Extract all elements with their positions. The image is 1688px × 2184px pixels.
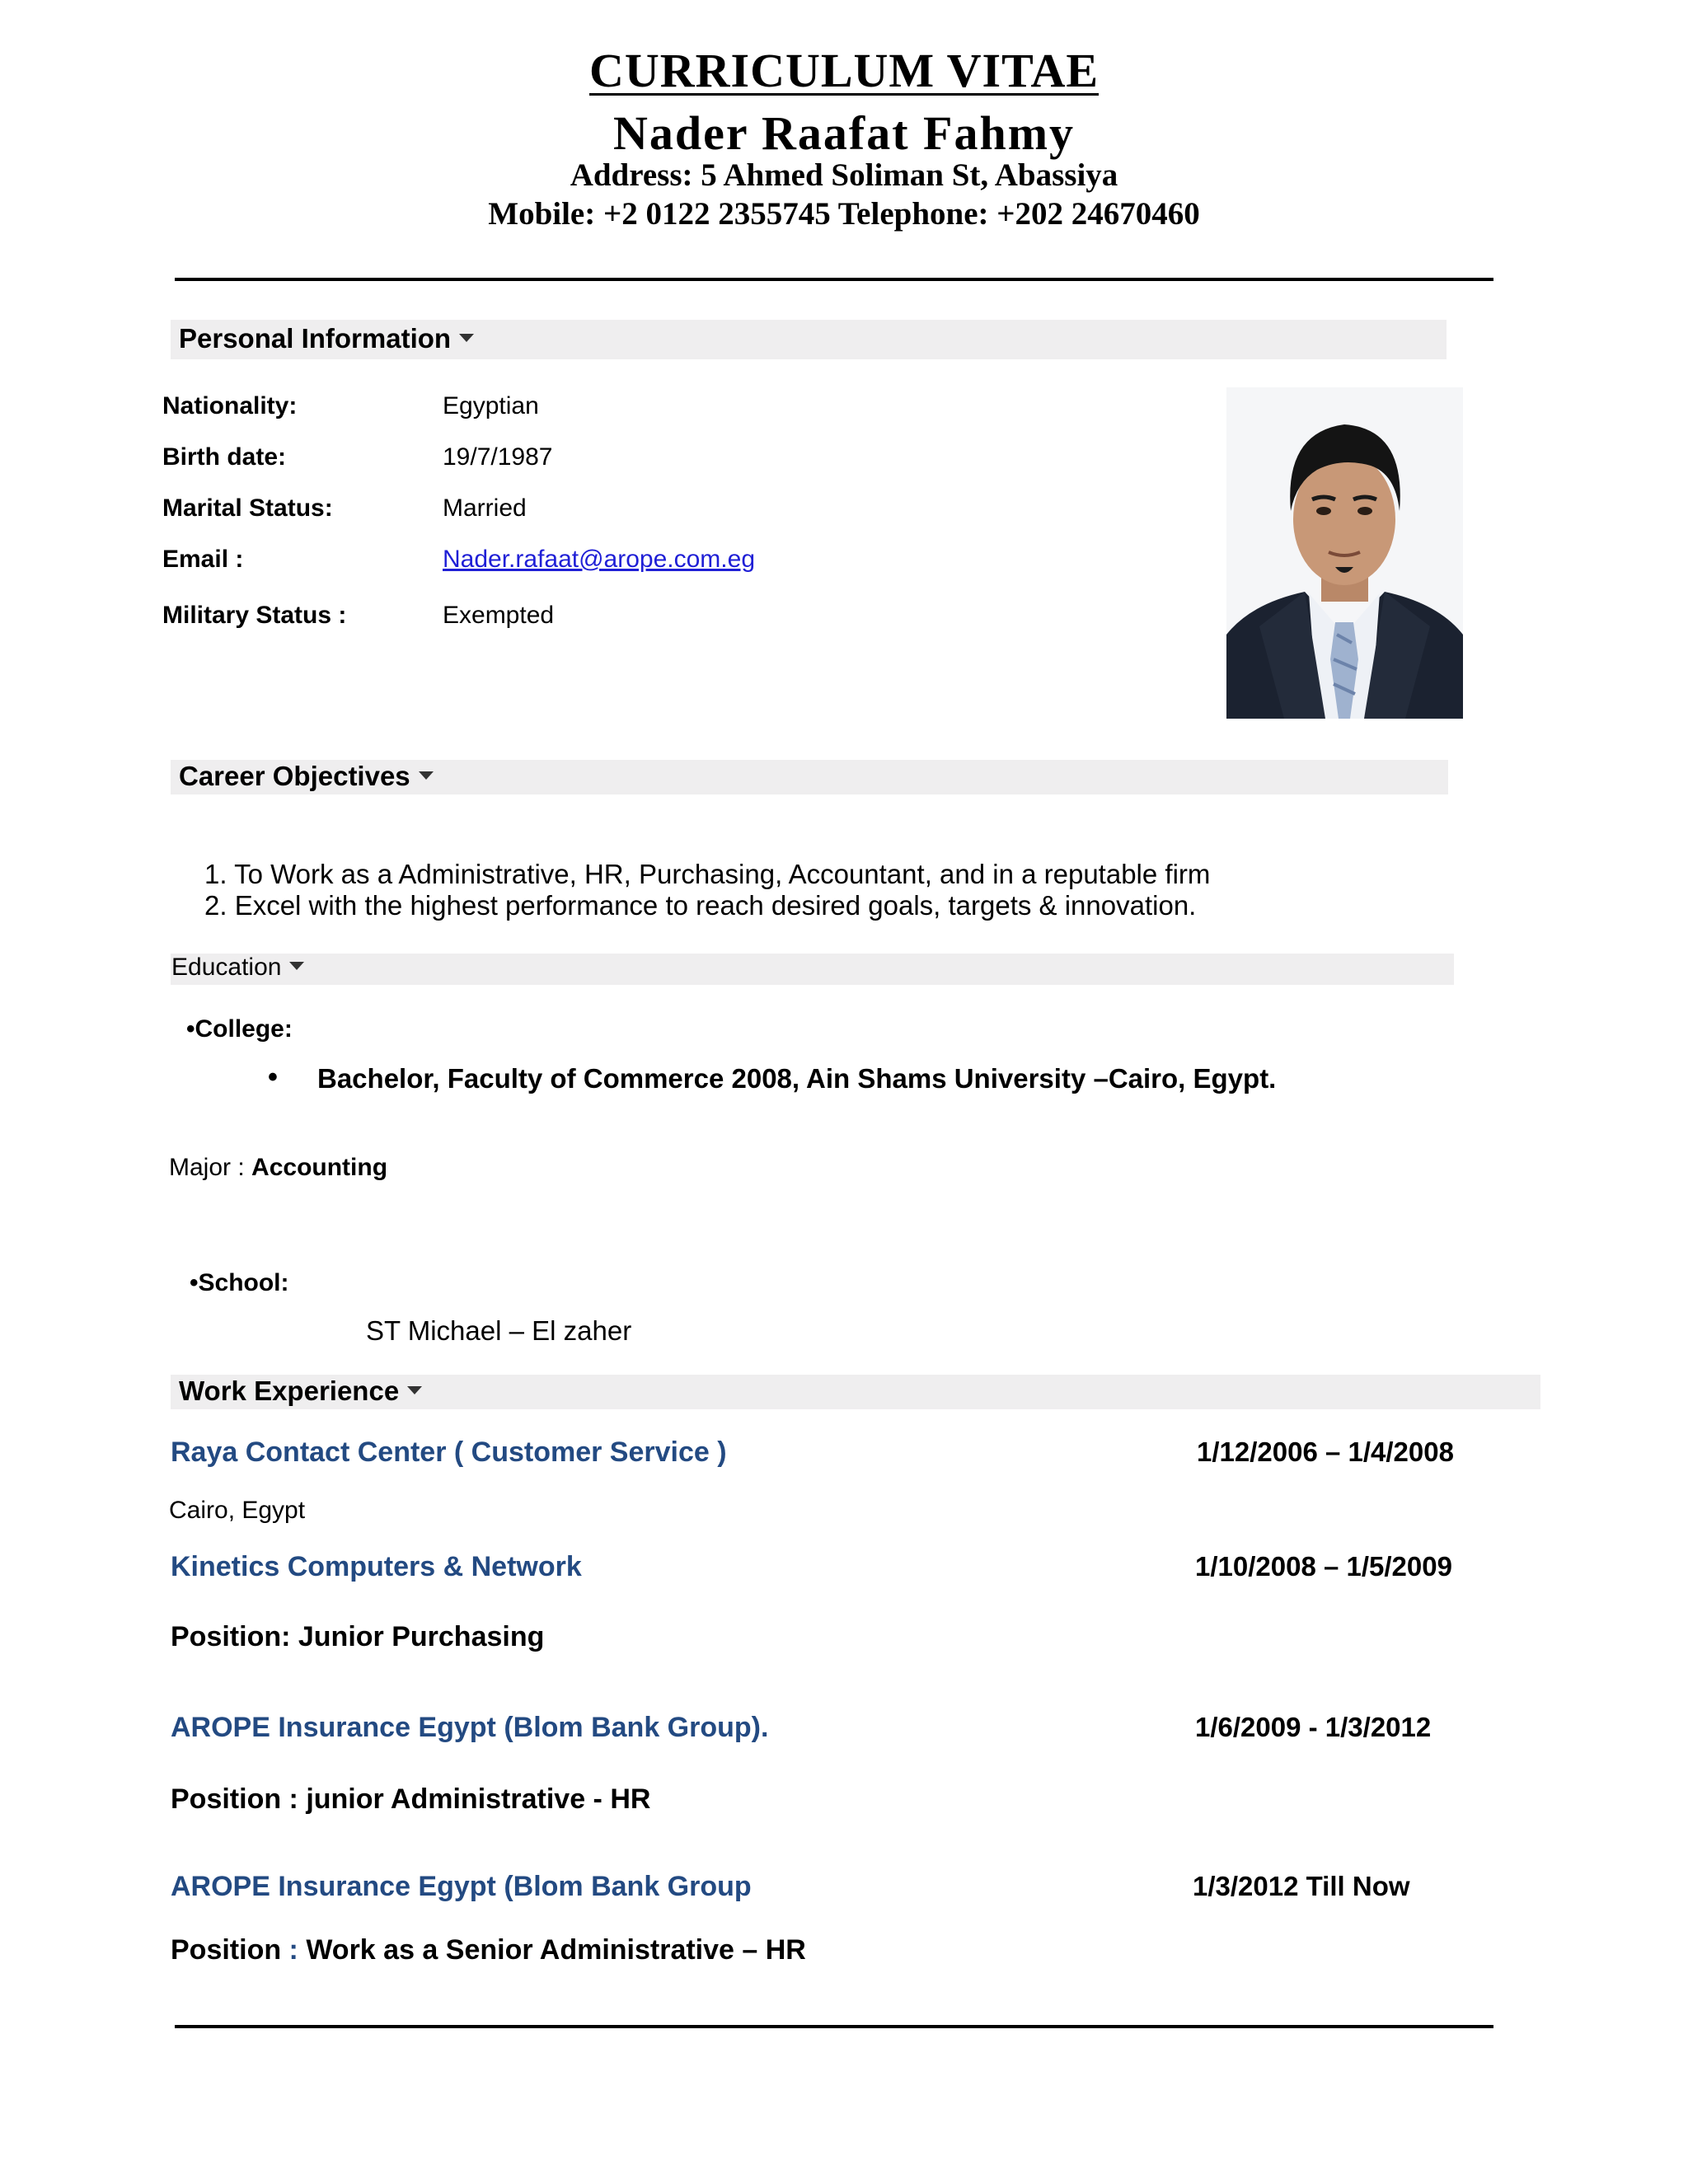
email-label: Email :: [162, 546, 244, 573]
job-dates: 1/6/2009 - 1/3/2012: [1195, 1712, 1432, 1742]
caret-down-icon: [289, 962, 304, 970]
section-personal-information: [171, 320, 1447, 359]
contact-line: Mobile: +2 0122 2355745 Telephone: +202 24670460: [488, 196, 1200, 232]
position-prefix: Position: [171, 1934, 282, 1966]
cv-title: CURRICULUM VITAE: [588, 44, 1100, 97]
job-location: Cairo, Egypt: [169, 1497, 306, 1524]
job-company: AROPE Insurance Egypt (Blom Bank Group).: [171, 1712, 769, 1743]
bottom-divider: [175, 2025, 1493, 2028]
objective-item: 2. Excel with the highest performance to reach desired goals, targets & innovation.: [204, 890, 1197, 921]
top-divider: [175, 278, 1493, 281]
section-education: [171, 954, 1454, 985]
candidate-name: Nader Raafat Fahmy: [612, 106, 1076, 160]
section-title: Work Experience: [179, 1376, 400, 1406]
major-line: [169, 1154, 387, 1182]
college-detail: Bachelor, Faculty of Commerce 2008, Ain Shams University –Cairo, Egypt.: [317, 1063, 1277, 1094]
bullet-icon: •: [268, 1062, 278, 1093]
position-text: Work as a Senior Administrative – HR: [306, 1934, 806, 1966]
school-label: •School:: [190, 1269, 289, 1296]
military-status-value: Exempted: [443, 602, 555, 629]
caret-down-icon: [459, 334, 474, 342]
major-value: Accounting: [251, 1154, 388, 1181]
email-link[interactable]: Nader.rafaat@arope.com.eg: [443, 546, 755, 573]
address-line: Address: 5 Ahmed Soliman St, Abassiya: [570, 157, 1118, 193]
job-dates: 1/3/2012 Till Now: [1193, 1871, 1410, 1901]
job-dates: 1/12/2006 – 1/4/2008: [1197, 1436, 1454, 1467]
marital-status-value: Married: [443, 494, 527, 522]
objective-item: 1. To Work as a Administrative, HR, Purchasing, Accountant, and in a reputable firm: [204, 859, 1211, 889]
job-company: AROPE Insurance Egypt (Blom Bank Group: [171, 1871, 752, 1902]
section-title: Career Objectives: [179, 761, 410, 791]
section-title: Education: [171, 954, 282, 981]
position-colon: :: [281, 1934, 307, 1966]
job-company: Raya Contact Center ( Customer Service ): [171, 1436, 727, 1468]
job-position: Position: Junior Purchasing: [171, 1621, 545, 1652]
nationality-label: Nationality:: [162, 392, 298, 419]
marital-status-label: Marital Status:: [162, 494, 333, 522]
nationality-value: Egyptian: [443, 392, 539, 419]
job-position: Position : junior Administrative - HR: [171, 1783, 651, 1815]
job-company: Kinetics Computers & Network: [171, 1551, 582, 1582]
major-label: Major :: [169, 1154, 252, 1181]
school-name: ST Michael – El zaher: [366, 1315, 632, 1346]
profile-photo: [1226, 387, 1463, 719]
job-dates: 1/10/2008 – 1/5/2009: [1195, 1551, 1452, 1582]
job-position: [171, 1934, 806, 1966]
caret-down-icon: [419, 771, 434, 780]
college-label: •College:: [186, 1015, 293, 1043]
military-status-label: Military Status :: [162, 602, 347, 629]
section-work-experience: [171, 1375, 1540, 1409]
section-title: Personal Information: [179, 323, 452, 354]
birth-date-label: Birth date:: [162, 443, 286, 471]
section-career-objectives: [171, 760, 1448, 794]
caret-down-icon: [407, 1386, 422, 1394]
birth-date-value: 19/7/1987: [443, 443, 553, 471]
